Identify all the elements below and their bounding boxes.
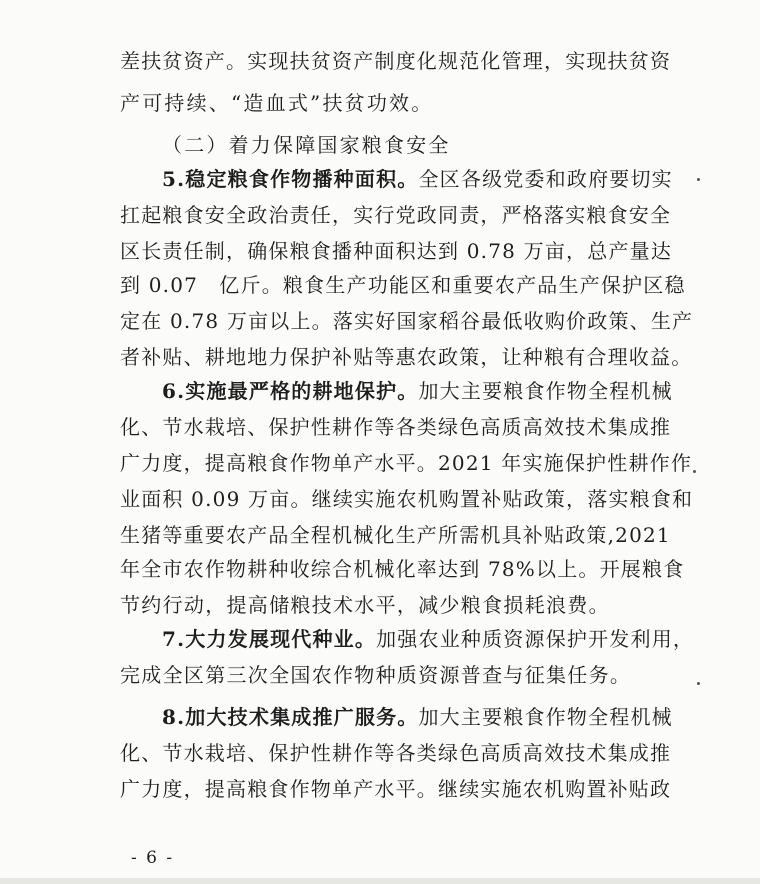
- item-heading-7: 7.大力发展现代种业。: [162, 627, 377, 651]
- paragraph-line: 到 0.07 亿斤。粮食生产功能区和重要农产品生产保护区稳: [120, 273, 686, 297]
- paragraph-line: 年全市农作物耕种收综合机械化率达到 78%以上。开展粮食: [120, 557, 685, 581]
- item-heading-8: 8.加大技术集成推广服务。: [162, 705, 419, 729]
- paragraph-line: 生猪等重要农产品全程机械化生产所需机具补贴政策,2021: [120, 523, 671, 547]
- scan-speck: [697, 682, 700, 685]
- paragraph-line: 扛起粮食安全政治责任，实行党政同责，严格落实粮食安全: [120, 203, 672, 227]
- paragraph-line: 广力度，提高粮食作物单产水平。2021 年实施保护性耕作作: [120, 451, 693, 475]
- paragraph-line: 差扶贫资产。实现扶贫资产制度化规范化管理，实现扶贫资: [120, 49, 672, 73]
- paragraph-text: 全区各级党委和政府要切实: [418, 167, 673, 191]
- item-heading-6: 6.实施最严格的耕地保护。: [162, 379, 419, 403]
- item-heading-5: 5.稳定粮食作物播种面积。: [162, 167, 419, 191]
- paragraph-text: 加大主要粮食作物全程机械: [418, 705, 673, 729]
- paragraph-line: 化、节水栽培、保护性耕作等各类绿色高质高效技术集成推: [120, 741, 672, 765]
- paragraph-line: [162, 374, 673, 408]
- paragraph-line: 完成全区第三次全国农作物种质资源普查与征集任务。: [120, 663, 632, 687]
- paragraph-line: 者补贴、耕地地力保护补贴等惠农政策，让种粮有合理收益。: [120, 345, 693, 369]
- scan-speck: [693, 470, 696, 473]
- paragraph-line: [162, 700, 673, 734]
- paragraph-line: 广力度，提高粮食作物单产水平。继续实施农机购置补贴政: [120, 777, 672, 801]
- paragraph-line: 产可持续、“造血式”扶贫功效。: [120, 91, 434, 115]
- paragraph-line: 区长责任制，确保粮食播种面积达到 0.78 万亩，总产量达: [120, 239, 673, 263]
- paragraph-line: [162, 162, 673, 196]
- paragraph-line: 定在 0.78 万亩以上。落实好国家稻谷最低收购价政策、生产: [120, 309, 694, 333]
- paragraph-line: 节约行动，提高储粮技术水平，减少粮食损耗浪费。: [120, 593, 610, 617]
- paragraph-text: 加大主要粮食作物全程机械: [418, 379, 673, 403]
- paragraph-line: [162, 622, 695, 656]
- page-number: - 6 -: [131, 848, 175, 868]
- paragraph-line: 业面积 0.09 万亩。继续实施农机购置补贴政策，落实粮食和: [120, 487, 694, 511]
- paragraph-line: 化、节水栽培、保护性耕作等各类绿色高质高效技术集成推: [120, 415, 672, 439]
- page-bottom-edge: [0, 878, 760, 884]
- paragraph-text: 加强农业种质资源保护开发利用，: [376, 627, 695, 651]
- section-heading: （二）着力保障国家粮食安全: [162, 133, 451, 157]
- scan-speck: [697, 178, 700, 181]
